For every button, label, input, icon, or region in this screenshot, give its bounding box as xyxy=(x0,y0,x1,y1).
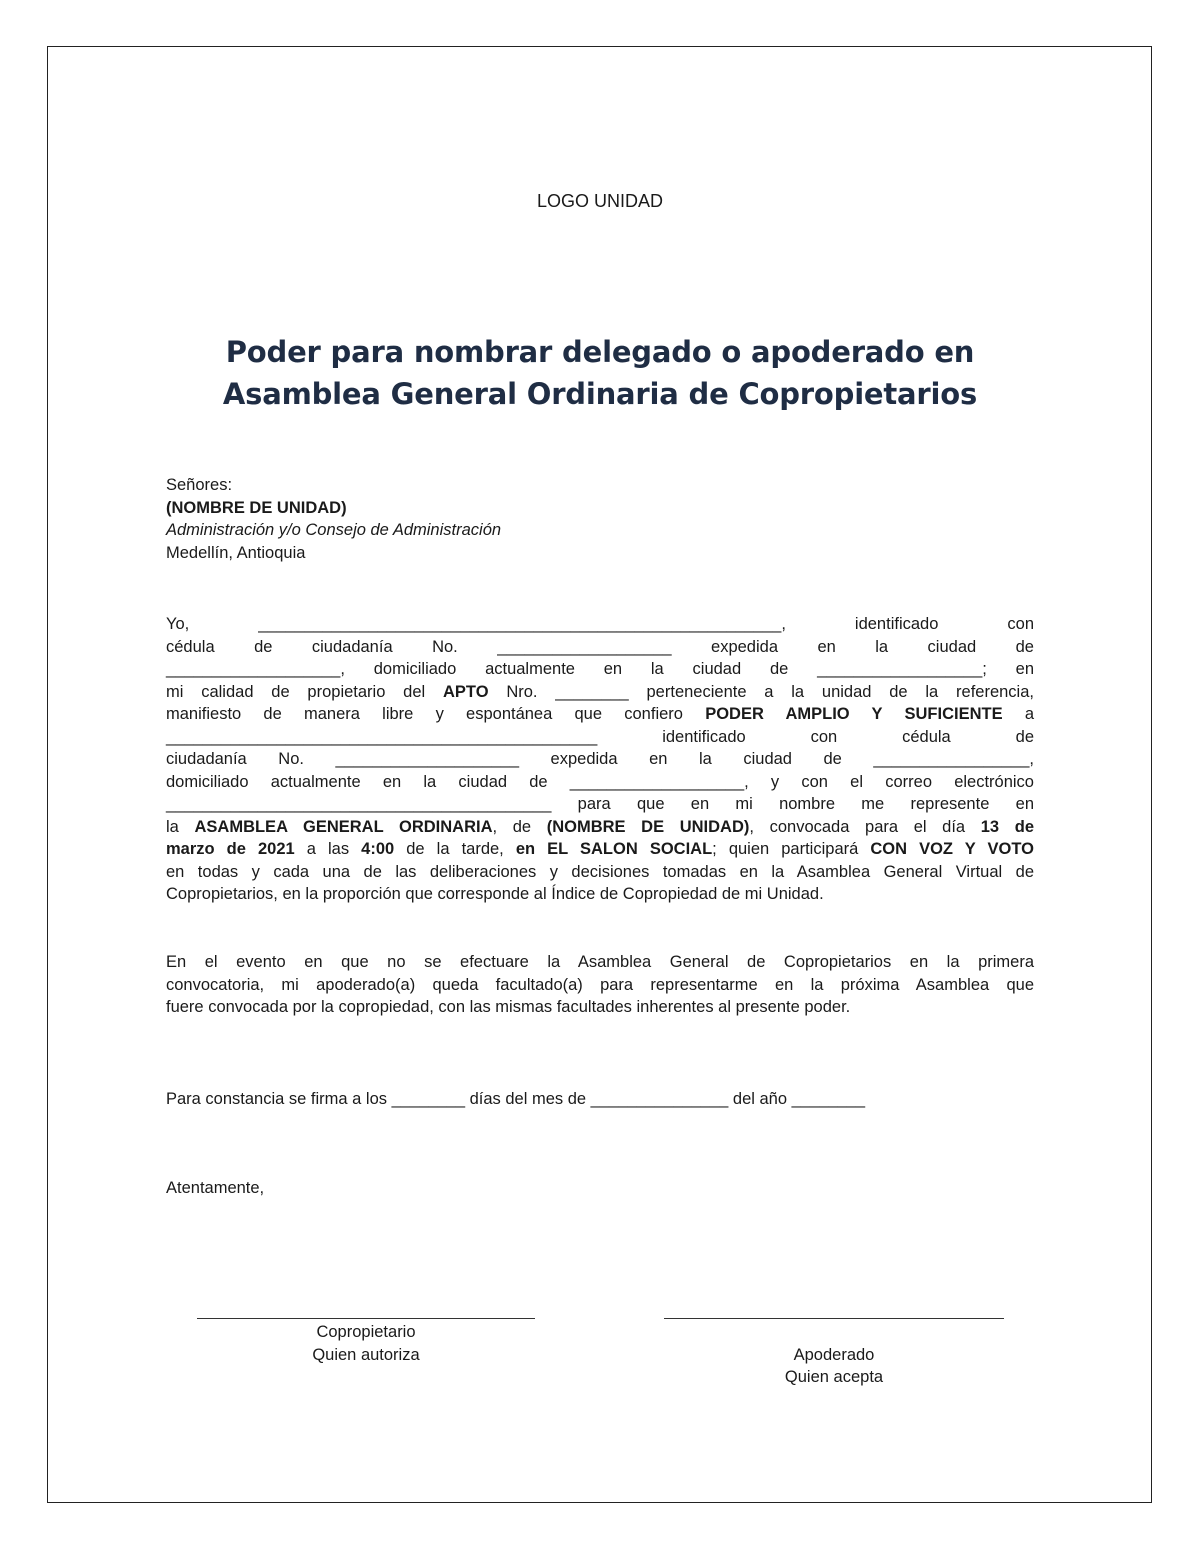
city: Medellín, Antioquia xyxy=(166,543,306,562)
body-line: Copropietarios, en la proporción que corresponde al Índice de Copropiedad de mi Unidad. xyxy=(166,885,824,903)
text-run: Nro. ________ perteneciente a la unidad de la referencia, xyxy=(488,682,1034,701)
recipient: Administración y/o Consejo de Administración xyxy=(166,521,502,539)
signature-line xyxy=(664,1302,1004,1319)
signature-note: Quien acepta xyxy=(784,1368,884,1386)
voz-y-voto: CON VOZ Y VOTO xyxy=(870,840,1034,858)
date-month-year: marzo de 2021 xyxy=(166,840,295,858)
title-line-2: Asamblea General Ordinaria de Copropietarios xyxy=(222,377,978,411)
text-run: manifiesto de manera libre y espontánea que confiero xyxy=(166,705,706,723)
text-run: la xyxy=(166,817,195,836)
body-line: ___________________, domiciliado actualmente en la ciudad de __________________; en xyxy=(166,660,1034,678)
text-run: , de xyxy=(492,817,547,836)
signature-role: Copropietario xyxy=(316,1323,416,1341)
meeting-time: 4:00 xyxy=(361,840,395,858)
signature-role: Apoderado xyxy=(793,1345,875,1364)
asamblea-name: ASAMBLEA GENERAL ORDINARIA xyxy=(194,817,493,836)
signing-date-line: Para constancia se firma a los ________ días del mes de _______________ del año ________ xyxy=(166,1090,866,1108)
address-block xyxy=(166,474,501,564)
poder-amplio: PODER AMPLIO Y SUFICIENTE xyxy=(705,705,1003,723)
body-line: en todas y cada una de las deliberaciones y decisiones tomadas en la Asamblea General Virtual de xyxy=(166,862,1034,881)
closing: Atentamente, xyxy=(166,1179,265,1197)
body-line: __________________________________________ para que en mi nombre me represente en xyxy=(166,795,1034,813)
body-line: _______________________________________________ identificado con cédula de xyxy=(166,727,1034,746)
date-day: 13 de xyxy=(980,817,1034,836)
text-run: ; quien participará xyxy=(712,840,871,858)
body-line xyxy=(166,703,1034,726)
meeting-place: en EL SALON SOCIAL xyxy=(515,840,713,858)
signature-line xyxy=(197,1302,535,1319)
second-paragraph xyxy=(166,951,1034,1019)
apto-label: APTO xyxy=(443,682,489,701)
text-run: a las xyxy=(294,840,362,858)
body-line xyxy=(166,838,1034,861)
text-run: , convocada para el día xyxy=(749,817,981,836)
body-line: fuere convocada por la copropiedad, con las mismas facultades inherentes al presente poder. xyxy=(166,998,851,1016)
title-line-1: Poder para nombrar delegado o apoderado en xyxy=(225,335,975,369)
body-line: Yo, _________________________________________________________, identificado con xyxy=(166,615,1034,633)
body-line: ciudadanía No. ____________________ expedida en la ciudad de _________________, xyxy=(166,750,1034,768)
body-line xyxy=(166,816,1034,839)
salutation: Señores: xyxy=(166,476,233,494)
body-line: convocatoria, mi apoderado(a) queda facultado(a) para representarme en la próxima Asamblea que xyxy=(166,975,1034,994)
text-run: a xyxy=(1002,705,1034,723)
signature-proxy xyxy=(664,1302,1004,1389)
body-line: domiciliado actualmente en la ciudad de ___________________, y con el correo electrónico xyxy=(166,772,1034,791)
body-line: cédula de ciudadanía No. ___________________ expedida en la ciudad de xyxy=(166,637,1034,656)
logo-placeholder: LOGO UNIDAD xyxy=(536,191,664,211)
unit-name-inline: (NOMBRE DE UNIDAD) xyxy=(546,817,750,836)
signature-owner xyxy=(197,1302,535,1366)
body-line xyxy=(166,681,1034,704)
body-line: En el evento en que no se efectuare la Asamblea General de Copropietarios en la primera xyxy=(166,953,1034,971)
text-run: de la tarde, xyxy=(394,840,516,858)
text-run: mi calidad de propietario del xyxy=(166,682,443,701)
unit-name: (NOMBRE DE UNIDAD) xyxy=(166,498,347,517)
body-paragraph xyxy=(166,613,1034,906)
document-title xyxy=(0,331,1200,415)
signature-note: Quien autoriza xyxy=(312,1345,420,1364)
